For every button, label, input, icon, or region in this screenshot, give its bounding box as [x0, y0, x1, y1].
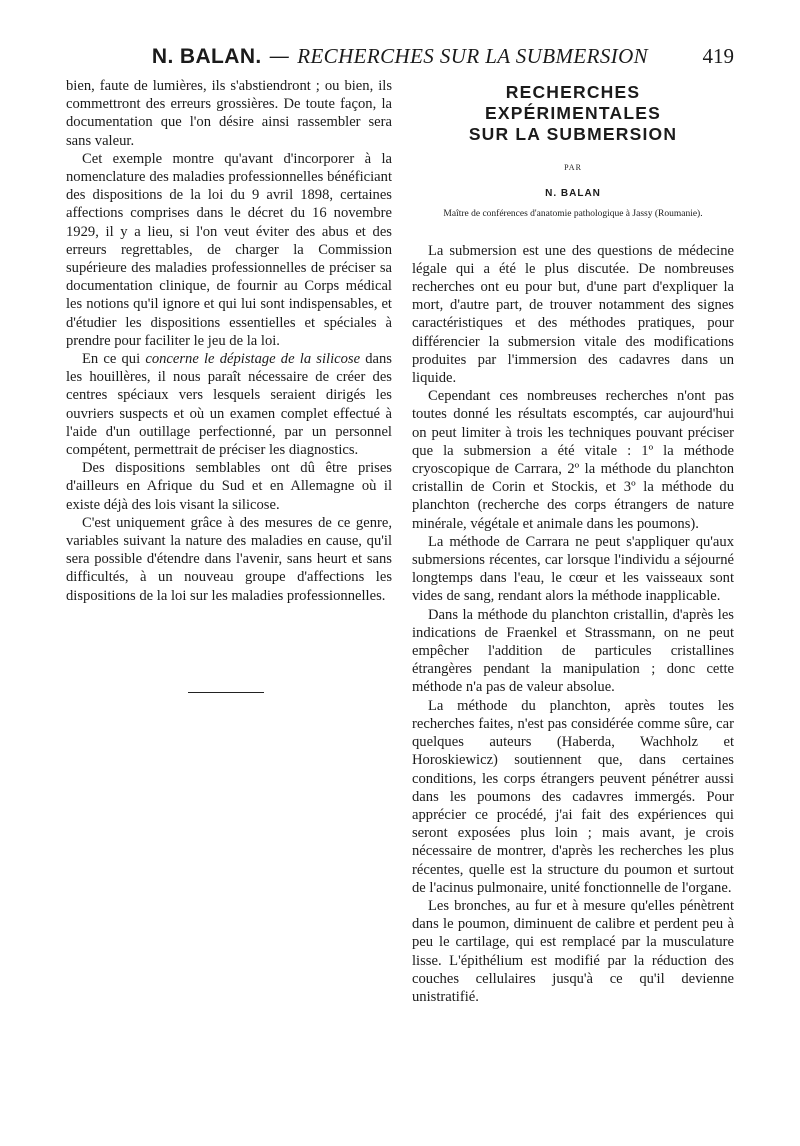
left-column — [66, 77, 392, 605]
running-header — [66, 44, 734, 74]
right-paragraph-6: Les bronches, au fur et à mesure qu'elles pénètrent dans le poumon, diminuent de calibre et perdent peu à peu le cartilage, qui est remplacé par la musculature lisse. L'épithélium est modifié par la réduction des couches cellulaires jusqu'à ce qu'il devienne unistratifié. — [412, 897, 734, 1005]
right-paragraph-4: Dans la méthode du planchton cristallin, d'après les indications de Fraenkel et Strassmann, on ne peut empêcher l'addition de particules cristallines étrangères pendant la manipulation ; donc cette méthode n'a pas de valeur absolue. — [412, 606, 734, 696]
right-paragraph-5: La méthode du planchton, après toutes les recherches faites, n'est pas considérée comme sûre, car quelques auteurs (Haberda, Wachholz et Horoskiewicz) soutiennent que, dans certaines conditions, les corps étrangers peuvent pénétrer aussi dans les poumons des cadavres immergés. Pour apprécier ce procédé, j'ai fait des expériences qui seront exposées plus loin ; mais avant, je crois nécessaire de montrer, d'après les recherches les plus récentes, quelle est la structure du poumon et surtout de l'acinus pulmonaire, unité fonctionnelle de l'organe. — [412, 697, 734, 896]
right-column — [412, 82, 734, 1006]
left-paragraph-3-italic: concerne le dépistage de la silicose — [145, 351, 361, 368]
left-paragraph-2: Cet exemple montre qu'avant d'incorporer à la nomenclature des maladies professionnelles bénéficiant des dispositions de la loi du 9 avril 1898, certaines affections comprises dans le décret du 16 novembre 1929, il y a lieu, si l'on veut éviter des abus et des erreurs regrettables, de charger la Commission supérieure des maladies professionnelles de préciser sa documentation clinique, de fournir au Corps médical les notions qu'il ignore et qui lui sont indispensables, et d'étudier les dispositions essentielles et spéciales à prendre pour faciliter le jeu de la loi. — [66, 150, 392, 349]
article-title-line-2: EXPÉRIMENTALES — [485, 103, 661, 123]
right-paragraph-2: Cependant ces nombreuses recherches n'ont pas toutes donné les résultats escomptés, car aujourd'hui on peut limiter à trois les techniques pouvant préciser que la submersion a été vitale : 1º la méthode cryoscopique de Carrara, 2º la méthode du planchton cristallin de Corin et Stockis, et 3º la méthode du planchton (recherche des corps étrangers de nature minérale, végétale et animale dans les poumons). — [412, 388, 734, 532]
right-paragraph-1: La submersion est une des questions de médecine légale qui a été le plus discutée. De nombreuses recherches ont eu pour but, d'une part d'expliquer la mort, d'autre part, de trouver notamment des signes caractéristiques et des méthodes pratiques, pour différencier la submersion vitale des modifications produites par l'immersion des cadavres dans un liquide. — [412, 242, 734, 387]
author-affiliation: Maître de conférences d'anatomie pathologique à Jassy (Roumanie). — [443, 209, 703, 220]
running-head — [66, 44, 734, 69]
article-title-line-3: SUR LA SUBMERSION — [468, 124, 678, 144]
header-separator: — — [268, 44, 291, 68]
right-paragraph-3: La méthode de Carrara ne peut s'appliquer qu'aux submersions récentes, car lorsque l'individu a séjourné longtemps dans l'eau, le cœur et les vaisseaux sont vides de sang, rendant alors la méthode inapplicable. — [412, 533, 734, 605]
section-divider — [188, 692, 264, 693]
article-title — [412, 82, 734, 145]
by-label: PAR — [564, 163, 582, 172]
page-number: 419 — [702, 44, 734, 68]
header-title: RECHERCHES SUR LA SUBMERSION — [297, 44, 649, 68]
left-paragraph-3-end: dans les houillères, il nous paraît nécessaire de créer des centres spéciaux vers lesquels seraient dirigés les ouvriers suspects et où un examen complet effectué à l'aide d'un outillage perfectionné, par un personnel compétent, permettrait de préciser les diagnostics. — [66, 351, 392, 459]
left-paragraph-3 — [66, 350, 392, 459]
left-paragraph-4: Des dispositions semblables ont dû être prises d'ailleurs en Afrique du Sud et en Allemagne où il existe déjà des lois visant la silicose. — [66, 460, 392, 513]
article-author: N. BALAN — [545, 188, 601, 200]
article-title-line-1: RECHERCHES — [505, 82, 641, 102]
left-paragraph-5: C'est uniquement grâce à des mesures de ce genre, variables suivant la nature des maladies en cause, qu'il sera possible d'étendre dans l'avenir, sans heurt et sans difficultés, à un nouveau groupe d'affections les dispositions de la loi sur les maladies professionnelles. — [66, 514, 392, 604]
left-paragraph-1: bien, faute de lumières, ils s'abstiendront ; ou bien, ils commettront des erreurs grossières. De toute façon, la documentation que l'on désire ainsi rassembler sera sans valeur. — [66, 78, 392, 149]
header-author: N. BALAN. — [151, 45, 262, 68]
left-paragraph-3-start: En ce qui — [82, 351, 146, 368]
